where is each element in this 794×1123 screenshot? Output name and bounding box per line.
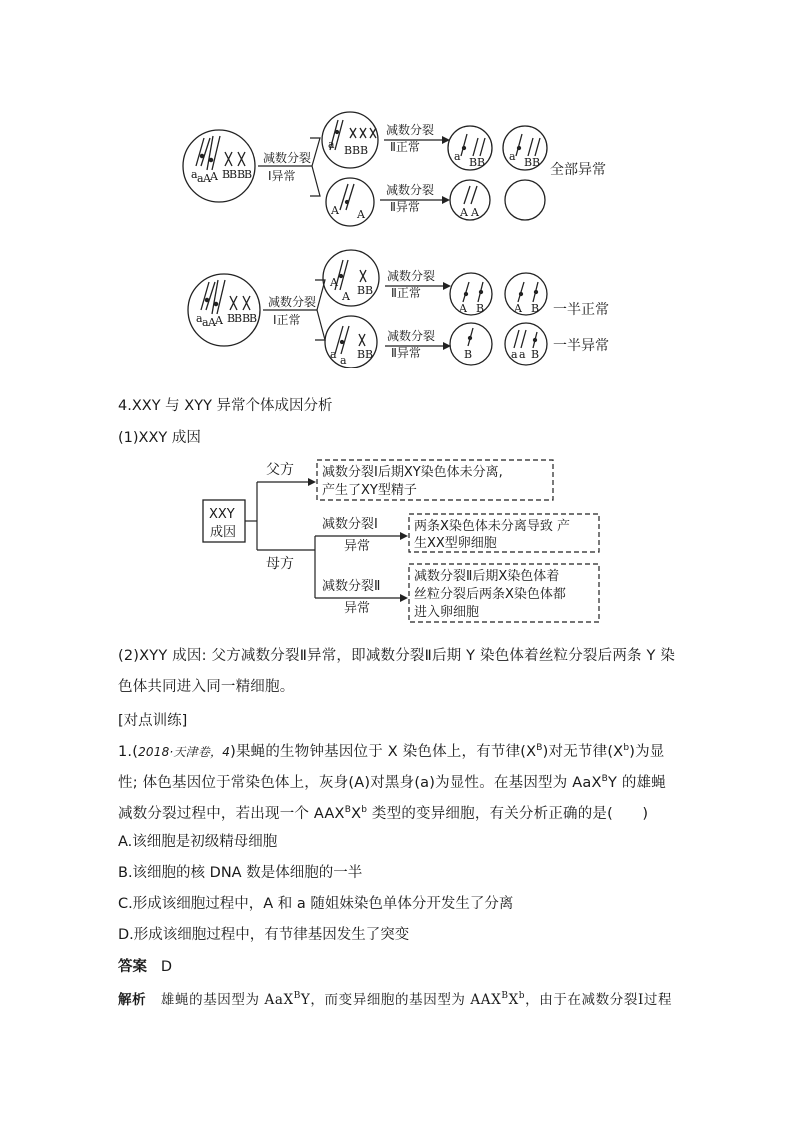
result-label: 一半正常 bbox=[553, 302, 609, 318]
mother-branch-label: 异常 bbox=[344, 539, 371, 554]
allele-label: A bbox=[342, 290, 350, 303]
mother-branch-label: 减数分裂Ⅱ bbox=[322, 579, 381, 594]
section-4-subheading-1: (1)XXY 成因 bbox=[118, 430, 201, 446]
allele-label: B bbox=[229, 168, 238, 181]
allele-label: a bbox=[340, 354, 347, 367]
option-c: C.形成该细胞过程中，A 和 a 随姐妹染色单体分开发生了分离 bbox=[118, 896, 514, 912]
gamete-cell bbox=[450, 273, 492, 315]
root-label: XXY bbox=[209, 507, 235, 522]
arrow-label: Ⅱ正常 bbox=[391, 286, 421, 300]
allele-label: B bbox=[234, 312, 243, 325]
meiosis-figure-2 bbox=[185, 246, 625, 368]
allele-label: A bbox=[210, 170, 218, 183]
allele-label: A bbox=[471, 206, 479, 219]
allele-label: B bbox=[464, 348, 473, 361]
allele-label: B bbox=[227, 312, 236, 325]
allele-label: B bbox=[244, 168, 253, 181]
allele-label: A bbox=[215, 314, 223, 327]
allele-label: a bbox=[519, 348, 526, 361]
allele-label: B bbox=[524, 156, 533, 169]
xyy-cause-paragraph: (2)XYY 成因: 父方减数分裂Ⅱ异常，即减数分裂Ⅱ后期 Y 染色体着丝粒分裂后两条 Y 染色体共同进入同一精细胞。 bbox=[118, 648, 676, 695]
option-d: D.形成该细胞过程中，有节律基因发生了突变 bbox=[118, 927, 410, 943]
allele-label: B bbox=[476, 302, 485, 315]
allele-label: B bbox=[249, 312, 258, 325]
father-outcome-text: 减数分裂Ⅰ后期XY染色体未分离, bbox=[322, 465, 503, 480]
allele-label: B bbox=[469, 156, 478, 169]
allele-label: A bbox=[203, 172, 211, 185]
mother-outcome-text: 丝粒分裂后两条X染色体都 bbox=[414, 587, 566, 602]
result-label: 一半异常 bbox=[553, 338, 609, 354]
arrow-label: Ⅰ正常 bbox=[273, 313, 301, 327]
mother-outcome-text: 减数分裂Ⅱ后期X染色体着 bbox=[414, 569, 560, 584]
section-4-title: 4.XXY 与 XYY 异常个体成因分析 bbox=[118, 398, 333, 414]
allele-label: A bbox=[514, 302, 522, 315]
allele-label: B bbox=[531, 302, 540, 315]
allele-label: A bbox=[460, 206, 468, 219]
arrow-label: 减数分裂 bbox=[387, 329, 436, 343]
arrow-label: 减数分裂 bbox=[268, 295, 317, 309]
allele-label: a bbox=[196, 312, 203, 325]
analysis-label: 解析 bbox=[118, 992, 147, 1008]
practice-heading: [对点训练] bbox=[118, 713, 188, 729]
arrow-label: Ⅱ异常 bbox=[391, 346, 421, 360]
allele-label: a bbox=[454, 150, 461, 163]
allele-label: B bbox=[344, 144, 353, 157]
allele-label: B bbox=[477, 156, 486, 169]
gamete-cell bbox=[505, 273, 547, 315]
allele-label: a bbox=[330, 348, 337, 361]
allele-label: B bbox=[357, 348, 366, 361]
allele-label: B bbox=[365, 284, 374, 297]
allele-label: A bbox=[208, 316, 216, 329]
father-outcome-text: 产生了XY型精子 bbox=[322, 483, 417, 498]
allele-label: B bbox=[532, 156, 541, 169]
meiosis-figure-1 bbox=[180, 108, 620, 228]
allele-label: B bbox=[352, 144, 361, 157]
arrow-label: Ⅱ正常 bbox=[390, 140, 420, 154]
allele-label: A bbox=[459, 302, 467, 315]
allele-label: A bbox=[357, 208, 365, 221]
allele-label: A bbox=[330, 276, 338, 289]
mother-branch-label: 异常 bbox=[344, 601, 371, 616]
allele-label: B bbox=[531, 348, 540, 361]
arrow-label: Ⅰ异常 bbox=[268, 169, 296, 183]
empty-gamete-cell bbox=[505, 180, 545, 220]
allele-label: B bbox=[357, 284, 366, 297]
answer-value: D bbox=[160, 959, 172, 975]
allele-label: B bbox=[365, 348, 374, 361]
allele-label: a bbox=[511, 348, 518, 361]
allele-label: B bbox=[360, 144, 369, 157]
answer-line bbox=[118, 957, 172, 977]
allele-label: a bbox=[328, 138, 335, 151]
allele-label: a bbox=[191, 168, 198, 181]
arrow-label: 减数分裂 bbox=[263, 151, 312, 165]
allele-label: B bbox=[242, 312, 251, 325]
mother-branch-label: 减数分裂Ⅰ bbox=[322, 517, 378, 532]
mother-label: 母方 bbox=[266, 556, 294, 572]
root-label: 成因 bbox=[210, 525, 237, 540]
xxy-cause-flowchart bbox=[200, 456, 610, 626]
analysis-line: 解析 雄蝇的基因型为 AaX$^B$Y，而变异细胞的基因型为 $AAX^BX^b$，由于在减数分裂Ⅰ过程 bbox=[118, 991, 673, 1008]
allele-label: a bbox=[197, 172, 204, 185]
allele-label: a bbox=[202, 316, 209, 329]
result-label: 全部异常 bbox=[550, 162, 606, 178]
arrow-label: Ⅱ异常 bbox=[390, 200, 420, 214]
question-source: 2018·天津卷，4 bbox=[138, 745, 231, 759]
arrow-label: 减数分裂 bbox=[386, 123, 435, 137]
arrow-label: 减数分裂 bbox=[387, 269, 436, 283]
option-a: A.该细胞是初级精母细胞 bbox=[118, 834, 278, 850]
father-label: 父方 bbox=[266, 462, 294, 478]
mother-outcome-text: 两条X染色体未分离导致 产 bbox=[414, 519, 571, 534]
allele-label: B bbox=[237, 168, 246, 181]
allele-label: a bbox=[509, 150, 516, 163]
answer-label: 答案 bbox=[118, 959, 147, 975]
question-stem: 1.(2018·天津卷，4)果蝇的生物钟基因位于 X 染色体上，有节律$(X^B)$对无节律$(X^b)$为显性; 体色基因位于常染色体上，灰身(A)对黑身(a)为显性。在基因型为 AaX$^B$Y 的雄蝇减数分裂过程中，若出现一个 $AAX^BX^b$ 类型的变异细胞，有关分析正确的是( ) bbox=[118, 743, 666, 822]
allele-label: A bbox=[331, 204, 339, 217]
daughter-cell bbox=[326, 178, 374, 226]
option-b: B.该细胞的核 DNA 数是体细胞的一半 bbox=[118, 865, 363, 881]
allele-label: B bbox=[222, 168, 231, 181]
mother-outcome-text: 生XX型卵细胞 bbox=[414, 536, 497, 551]
arrow-label: 减数分裂 bbox=[386, 183, 435, 197]
mother-outcome-text: 进入卵细胞 bbox=[414, 605, 480, 620]
